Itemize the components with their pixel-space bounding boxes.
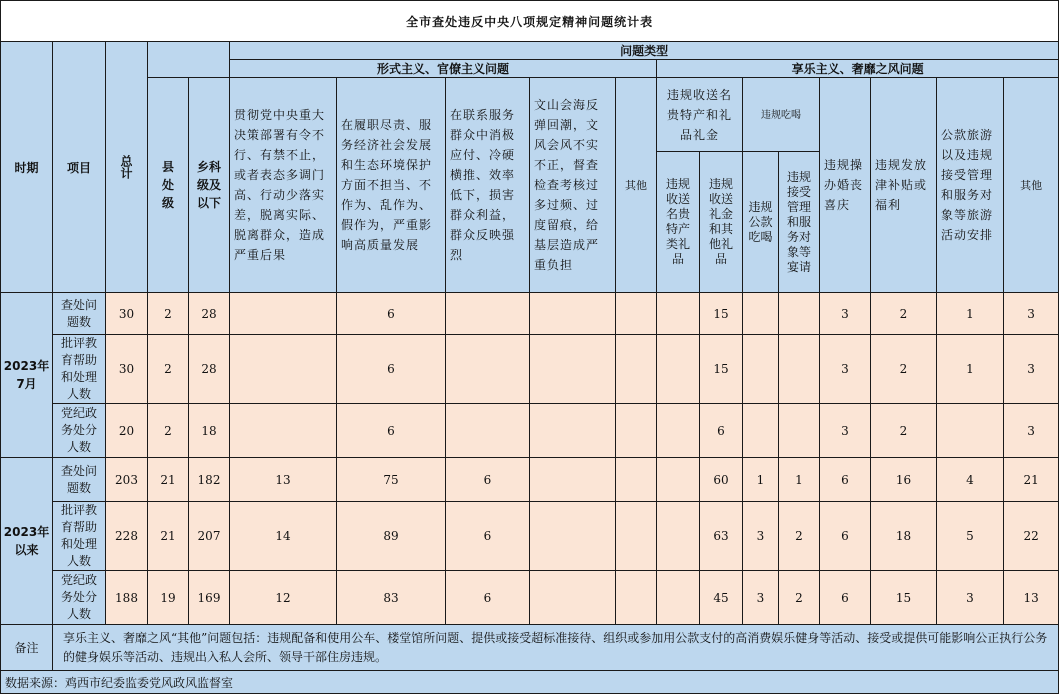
cell-d1: 3 bbox=[743, 502, 779, 571]
period-label: 2023年以来 bbox=[1, 458, 53, 625]
cell-h4: 21 bbox=[1004, 458, 1059, 502]
cell-total: 188 bbox=[106, 571, 148, 625]
row-item-label: 党纪政务处分人数 bbox=[53, 571, 106, 625]
header-hedonism-col-1: 违规操办婚丧喜庆 bbox=[820, 78, 871, 293]
header-problem-type: 问题类型 bbox=[230, 42, 1059, 60]
cell-f4 bbox=[530, 404, 616, 458]
cell-g1 bbox=[657, 458, 700, 502]
cell-h4: 3 bbox=[1004, 293, 1059, 335]
cell-h3: 5 bbox=[937, 502, 1004, 571]
cell-h3: 1 bbox=[937, 293, 1004, 335]
row-item-label: 批评教育帮助和处理人数 bbox=[53, 502, 106, 571]
cell-d2 bbox=[779, 404, 820, 458]
header-formalism-col-2: 在履职尽责、服务经济社会发展和生态环境保护方面不担当、不作为、乱作为、假作为，严重影响高质量发展 bbox=[337, 78, 446, 293]
cell-f5 bbox=[616, 335, 657, 404]
header-period: 时期 bbox=[1, 42, 53, 293]
row-item-label: 查处问题数 bbox=[53, 293, 106, 335]
cell-f5 bbox=[616, 502, 657, 571]
row-item-label: 党纪政务处分人数 bbox=[53, 404, 106, 458]
cell-f3: 6 bbox=[446, 571, 530, 625]
header-item: 项目 bbox=[53, 42, 106, 293]
cell-f1: 13 bbox=[230, 458, 337, 502]
cell-county: 19 bbox=[148, 571, 189, 625]
cell-f1: 14 bbox=[230, 502, 337, 571]
cell-g2: 6 bbox=[700, 404, 743, 458]
cell-township: 182 bbox=[189, 458, 230, 502]
cell-d1 bbox=[743, 293, 779, 335]
cell-f2: 6 bbox=[337, 293, 446, 335]
period-label: 2023年7月 bbox=[1, 293, 53, 458]
cell-h4: 3 bbox=[1004, 404, 1059, 458]
source-label: 数据来源： bbox=[5, 675, 66, 690]
cell-f4 bbox=[530, 458, 616, 502]
cell-d1 bbox=[743, 404, 779, 458]
cell-d2: 1 bbox=[779, 458, 820, 502]
cell-f3: 6 bbox=[446, 458, 530, 502]
cell-h1: 3 bbox=[820, 335, 871, 404]
cell-g2: 63 bbox=[700, 502, 743, 571]
cell-h2: 18 bbox=[871, 502, 937, 571]
cell-h2: 2 bbox=[871, 404, 937, 458]
cell-g1 bbox=[657, 335, 700, 404]
source-text: 鸡西市纪委监委党风政风监督室 bbox=[65, 675, 234, 690]
cell-f1 bbox=[230, 335, 337, 404]
header-gift-group: 违规收送名贵特产和礼品礼金 bbox=[657, 78, 743, 152]
cell-f3 bbox=[446, 293, 530, 335]
header-dining-col-2: 违规接受管理和服务对象等宴请 bbox=[779, 152, 820, 293]
row-item-label: 批评教育帮助和处理人数 bbox=[53, 335, 106, 404]
cell-g2: 60 bbox=[700, 458, 743, 502]
cell-county: 2 bbox=[148, 293, 189, 335]
cell-f2: 6 bbox=[337, 404, 446, 458]
header-gift-col-2: 违规收送礼金和其他礼品 bbox=[700, 152, 743, 293]
header-hedonism-other: 其他 bbox=[1004, 78, 1059, 293]
cell-f3 bbox=[446, 404, 530, 458]
cell-g1 bbox=[657, 404, 700, 458]
cell-h3: 1 bbox=[937, 335, 1004, 404]
cell-g2: 45 bbox=[700, 571, 743, 625]
cell-f1 bbox=[230, 293, 337, 335]
header-formalism-other: 其他 bbox=[616, 78, 657, 293]
cell-d1 bbox=[743, 335, 779, 404]
cell-total: 30 bbox=[106, 293, 148, 335]
cell-d2 bbox=[779, 293, 820, 335]
note-label: 备注 bbox=[1, 625, 53, 671]
cell-total: 228 bbox=[106, 502, 148, 571]
cell-g1 bbox=[657, 502, 700, 571]
header-total: 总计 bbox=[106, 42, 148, 293]
header-dining-group: 违规吃喝 bbox=[743, 78, 820, 152]
cell-total: 30 bbox=[106, 335, 148, 404]
cell-d2 bbox=[779, 335, 820, 404]
cell-h4: 22 bbox=[1004, 502, 1059, 571]
cell-township: 28 bbox=[189, 293, 230, 335]
cell-f1 bbox=[230, 404, 337, 458]
cell-h2: 2 bbox=[871, 293, 937, 335]
cell-h1: 6 bbox=[820, 502, 871, 571]
cell-h4: 13 bbox=[1004, 571, 1059, 625]
cell-f1: 12 bbox=[230, 571, 337, 625]
page-title: 全市查处违反中央八项规定精神问题统计表 bbox=[1, 1, 1059, 42]
cell-f2: 75 bbox=[337, 458, 446, 502]
cell-county: 2 bbox=[148, 335, 189, 404]
header-formalism-col-4: 文山会海反弹回潮，文风会风不实不正，督查检查考核过多过频、过度留痕，给基层造成严重负担 bbox=[530, 78, 616, 293]
cell-h1: 3 bbox=[820, 293, 871, 335]
cell-total: 203 bbox=[106, 458, 148, 502]
cell-d2: 2 bbox=[779, 571, 820, 625]
header-hedonism-group: 享乐主义、奢靡之风问题 bbox=[657, 60, 1059, 78]
header-county: 县处级 bbox=[148, 78, 189, 293]
cell-g2: 15 bbox=[700, 335, 743, 404]
cell-township: 28 bbox=[189, 335, 230, 404]
cell-h3 bbox=[937, 404, 1004, 458]
cell-d2: 2 bbox=[779, 502, 820, 571]
cell-f2: 89 bbox=[337, 502, 446, 571]
header-level-blank bbox=[148, 42, 230, 78]
cell-d1: 3 bbox=[743, 571, 779, 625]
row-item-label: 查处问题数 bbox=[53, 458, 106, 502]
header-dining-col-1: 违规公款吃喝 bbox=[743, 152, 779, 293]
cell-township: 207 bbox=[189, 502, 230, 571]
cell-total: 20 bbox=[106, 404, 148, 458]
cell-h4: 3 bbox=[1004, 335, 1059, 404]
data-source bbox=[1, 671, 1059, 694]
cell-h1: 6 bbox=[820, 458, 871, 502]
cell-f5 bbox=[616, 571, 657, 625]
cell-h2: 15 bbox=[871, 571, 937, 625]
header-formalism-group: 形式主义、官僚主义问题 bbox=[230, 60, 657, 78]
cell-f2: 83 bbox=[337, 571, 446, 625]
header-formalism-col-3: 在联系服务群众中消极应付、冷硬横推、效率低下，损害群众利益，群众反映强烈 bbox=[446, 78, 530, 293]
cell-f2: 6 bbox=[337, 335, 446, 404]
cell-f3 bbox=[446, 335, 530, 404]
cell-f3: 6 bbox=[446, 502, 530, 571]
cell-h1: 6 bbox=[820, 571, 871, 625]
cell-d1: 1 bbox=[743, 458, 779, 502]
header-hedonism-col-2: 违规发放津补贴或福利 bbox=[871, 78, 937, 293]
cell-f4 bbox=[530, 335, 616, 404]
header-formalism-col-1: 贯彻党中央重大决策部署有令不行、有禁不止，或者表态多调门高、行动少落实差，脱离实际、脱离群众，造成严重后果 bbox=[230, 78, 337, 293]
cell-county: 2 bbox=[148, 404, 189, 458]
cell-h2: 16 bbox=[871, 458, 937, 502]
cell-g1 bbox=[657, 293, 700, 335]
cell-county: 21 bbox=[148, 502, 189, 571]
cell-f5 bbox=[616, 458, 657, 502]
cell-h3: 3 bbox=[937, 571, 1004, 625]
note-text: 享乐主义、奢靡之风“其他”问题包括：违规配备和使用公车、楼堂馆所问题、提供或接受超标准接待、组织或参加用公款支付的高消费娱乐健身等活动、接受或提供可能影响公正执行公务的健身娱乐等活动、违规出入私人会所、领导干部住房违规。 bbox=[53, 625, 1059, 671]
header-township: 乡科级及以下 bbox=[189, 78, 230, 293]
header-gift-col-1: 违规收送名贵特产类礼品 bbox=[657, 152, 700, 293]
cell-county: 21 bbox=[148, 458, 189, 502]
cell-h1: 3 bbox=[820, 404, 871, 458]
cell-township: 169 bbox=[189, 571, 230, 625]
cell-f4 bbox=[530, 293, 616, 335]
cell-g2: 15 bbox=[700, 293, 743, 335]
cell-g1 bbox=[657, 571, 700, 625]
cell-f4 bbox=[530, 502, 616, 571]
cell-h2: 2 bbox=[871, 335, 937, 404]
cell-f5 bbox=[616, 293, 657, 335]
cell-f4 bbox=[530, 571, 616, 625]
cell-f5 bbox=[616, 404, 657, 458]
header-hedonism-col-3: 公款旅游以及违规接受管理和服务对象等旅游活动安排 bbox=[937, 78, 1004, 293]
cell-h3: 4 bbox=[937, 458, 1004, 502]
cell-township: 18 bbox=[189, 404, 230, 458]
